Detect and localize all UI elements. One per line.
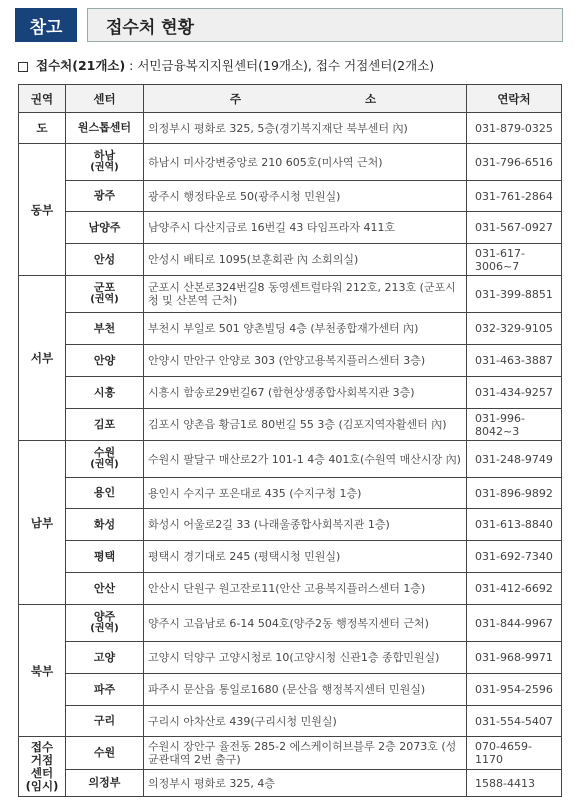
phone-cell: 031-399-8851 — [467, 276, 562, 313]
center-name: 수원 — [93, 746, 116, 759]
summary-line — [18, 56, 434, 74]
address-cell: 시흥시 함송로29번길67 (함현상생종합사회복지관 3층) — [144, 377, 467, 409]
center-name: 의정부 — [88, 776, 121, 789]
center-name: 구리 — [93, 714, 116, 727]
table-row — [19, 770, 562, 797]
address-cell: 안양시 만안구 안양로 303 (안양고용복지플러스센터 3층) — [144, 345, 467, 377]
region-cell: 동부 — [19, 144, 66, 276]
center-cell — [66, 144, 144, 181]
column-header-address: 주 소 — [144, 85, 467, 113]
address-cell: 의정부시 평화로 325, 4층 — [144, 770, 467, 797]
table-row — [19, 642, 562, 674]
address-cell: 안산시 단원구 원고잔로11(안산 고용복지플러스센터 1층) — [144, 573, 467, 605]
reception-table — [18, 84, 562, 797]
center-cell — [66, 113, 144, 144]
region-cell: 도 — [19, 113, 66, 144]
summary-text: : 서민금융복지지원센터(19개소), 접수 거점센터(2개소) — [125, 58, 435, 73]
table-row — [19, 345, 562, 377]
table-row — [19, 605, 562, 642]
table-row — [19, 441, 562, 478]
address-cell: 파주시 문산읍 통일로1680 (문산읍 행정복지센터 민원실) — [144, 674, 467, 706]
table-row — [19, 377, 562, 409]
table-row — [19, 276, 562, 313]
center-subtitle: (권역) — [90, 623, 119, 634]
address-cell: 수원시 팔달구 매산로2가 101-1 4층 401호(수원역 매산시장 內) — [144, 441, 467, 478]
address-cell: 수원시 장안구 율전동 285-2 에스케이허브블루 2층 2073호 (성균관대역 2번 출구) — [144, 737, 467, 770]
table-row — [19, 509, 562, 541]
table-row — [19, 144, 562, 181]
phone-cell: 070-4659-1170 — [467, 737, 562, 770]
address-cell: 화성시 어울로2길 33 (나래울종합사회복지관 1층) — [144, 509, 467, 541]
phone-cell: 031-248-9749 — [467, 441, 562, 478]
center-cell — [66, 770, 144, 797]
center-cell — [66, 441, 144, 478]
table-row — [19, 313, 562, 345]
phone-cell: 031-968-9971 — [467, 642, 562, 674]
phone-cell: 031-434-9257 — [467, 377, 562, 409]
center-cell — [66, 276, 144, 313]
center-cell — [66, 478, 144, 509]
address-cell: 의정부시 평화로 325, 5층(경기복지재단 북부센터 內) — [144, 113, 467, 144]
center-name: 고양 — [93, 650, 116, 664]
center-cell — [66, 409, 144, 441]
phone-cell: 031-996-8042~3 — [467, 409, 562, 441]
address-cell: 안성시 배티로 1095(보훈회관 內 소회의실) — [144, 244, 467, 276]
phone-cell: 031-463-3887 — [467, 345, 562, 377]
address-cell: 광주시 행정타운로 50(광주시청 민원실) — [144, 181, 467, 212]
center-cell — [66, 313, 144, 345]
center-cell — [66, 737, 144, 770]
center-name: 남양주 — [88, 220, 121, 234]
address-cell: 부천시 부일로 501 양촌빌딩 4층 (부천종합재가센터 內) — [144, 313, 467, 345]
center-cell — [66, 377, 144, 409]
center-name: 광주 — [93, 189, 116, 202]
center-name: 파주 — [93, 682, 116, 696]
phone-cell: 031-761-2864 — [467, 181, 562, 212]
address-cell: 평택시 경기대로 245 (평택시청 민원실) — [144, 541, 467, 573]
table-row — [19, 541, 562, 573]
phone-cell: 031-412-6692 — [467, 573, 562, 605]
column-header-region: 권역 — [19, 85, 66, 113]
table-row — [19, 478, 562, 509]
column-header-center: 센터 — [66, 85, 144, 113]
phone-cell: 031-567-0927 — [467, 212, 562, 244]
center-cell — [66, 244, 144, 276]
page-header — [15, 8, 563, 42]
center-name: 용인 — [93, 486, 116, 499]
center-name: 안성 — [93, 252, 116, 266]
table-row — [19, 181, 562, 212]
table-body — [19, 113, 562, 797]
center-name: 부천 — [93, 321, 116, 335]
page-title: 접수처 현황 — [87, 8, 563, 42]
table-row — [19, 573, 562, 605]
phone-cell: 031-617-3006~7 — [467, 244, 562, 276]
center-name: 안산 — [93, 581, 116, 595]
center-cell — [66, 605, 144, 642]
center-name: 시흥 — [93, 385, 116, 399]
center-cell — [66, 674, 144, 706]
center-cell — [66, 345, 144, 377]
center-cell — [66, 181, 144, 212]
reference-badge: 참고 — [15, 8, 77, 42]
center-name: 원스톱센터 — [77, 121, 132, 134]
table-header-row — [19, 85, 562, 113]
address-cell: 용인시 수지구 포은대로 435 (수지구청 1층) — [144, 478, 467, 509]
region-cell: 접수 거점 센터 (임시) — [19, 737, 66, 797]
center-cell — [66, 541, 144, 573]
phone-cell: 031-613-8840 — [467, 509, 562, 541]
center-subtitle: (권역) — [90, 294, 119, 305]
center-cell — [66, 509, 144, 541]
center-subtitle: (권역) — [90, 162, 119, 173]
address-cell: 김포시 양촌읍 황금1로 80번길 55 3층 (김포지역자활센터 內) — [144, 409, 467, 441]
phone-cell: 031-879-0325 — [467, 113, 562, 144]
square-bullet-icon — [18, 62, 28, 72]
region-cell: 남부 — [19, 441, 66, 605]
phone-cell: 031-896-9892 — [467, 478, 562, 509]
table-row — [19, 674, 562, 706]
center-cell — [66, 212, 144, 244]
region-cell: 서부 — [19, 276, 66, 441]
table-row — [19, 212, 562, 244]
address-cell: 고양시 덕양구 고양시청로 10(고양시청 신관1층 종합민원실) — [144, 642, 467, 674]
phone-cell: 031-554-5407 — [467, 706, 562, 737]
column-header-phone: 연락처 — [467, 85, 562, 113]
table-row — [19, 737, 562, 770]
center-name: 김포 — [93, 417, 116, 431]
phone-cell: 1588-4413 — [467, 770, 562, 797]
center-name: 안양 — [93, 353, 116, 367]
table-row — [19, 706, 562, 737]
table-row — [19, 409, 562, 441]
center-name: 화성 — [93, 517, 116, 531]
table-row — [19, 113, 562, 144]
region-cell: 북부 — [19, 605, 66, 737]
phone-cell: 031-692-7340 — [467, 541, 562, 573]
center-subtitle: (권역) — [90, 459, 119, 470]
table-row — [19, 244, 562, 276]
center-cell — [66, 573, 144, 605]
center-name: 수원 — [93, 446, 116, 459]
phone-cell: 031-844-9967 — [467, 605, 562, 642]
address-cell: 남양주시 다산지금로 16번길 43 타임프라자 411호 — [144, 212, 467, 244]
center-name: 하남 — [93, 149, 116, 162]
address-cell: 양주시 고읍남로 6-14 504호(양주2동 행정복지센터 근처) — [144, 605, 467, 642]
phone-cell: 031-954-2596 — [467, 674, 562, 706]
phone-cell: 032-329-9105 — [467, 313, 562, 345]
center-cell — [66, 706, 144, 737]
center-cell — [66, 642, 144, 674]
center-name: 군포 — [93, 281, 116, 294]
address-cell: 군포시 산본로324번길8 동영센트럴타워 212호, 213호 (군포시청 및 산본역 근처) — [144, 276, 467, 313]
summary-label: 접수처(21개소) — [36, 58, 126, 73]
phone-cell: 031-796-6516 — [467, 144, 562, 181]
center-name: 양주 — [93, 610, 116, 623]
address-cell: 구리시 아차산로 439(구리시청 민원실) — [144, 706, 467, 737]
address-cell: 하남시 미사강변중앙로 210 605호(미사역 근처) — [144, 144, 467, 181]
center-name: 평택 — [93, 549, 116, 563]
